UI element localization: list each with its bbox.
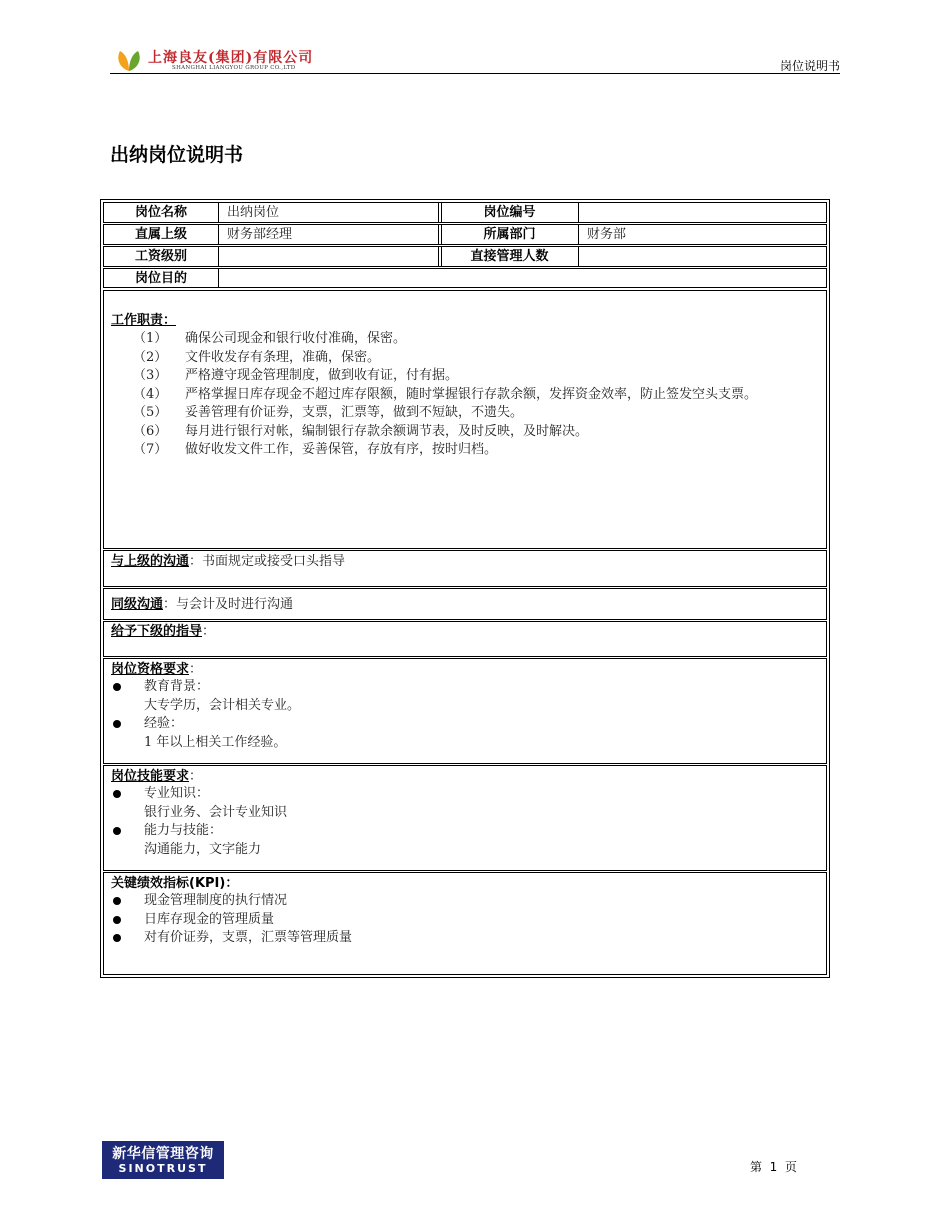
duty-item: [111, 349, 818, 368]
duty-number: （3）: [133, 368, 168, 383]
skills-heading: 岗位技能要求: [111, 769, 190, 784]
duty-text: 严格遵守现金管理制度，做到收有证，付有据。: [185, 368, 459, 383]
kpi-section: [103, 872, 827, 975]
doc-label: 岗位说明书: [779, 59, 840, 73]
comm-peer-heading: 同级沟通: [111, 597, 164, 612]
duty-text: 严格掌握日库存现金不超过库存限额，随时掌握银行存款余额，发挥资金效率，防止签发空头支票。: [185, 386, 758, 402]
duty-item: [111, 441, 818, 460]
duty-text: 做好收发文件工作，妥善保管，存放有序，按时归档。: [185, 442, 498, 457]
dept-value: 财务部: [587, 227, 627, 242]
info-row-4: [103, 268, 827, 288]
post-no-value: [578, 203, 826, 222]
comm-peer-text: 与会计及时进行沟通: [176, 597, 294, 612]
skill-detail: 银行业务、会计专业知识: [144, 804, 288, 820]
bullet-icon: [113, 683, 121, 691]
comm-superior-text: 书面规定或接受口头指导: [202, 554, 346, 569]
duties-list: [111, 330, 826, 460]
qualification-item: 教育背景：: [111, 678, 826, 697]
comm-superior-section: [103, 550, 827, 587]
kpi-item: 日库存现金的管理质量: [111, 911, 826, 930]
skill-detail: 沟通能力，文字能力: [144, 841, 262, 857]
duty-text: 每月进行银行对帐，编制银行存款余额调节表，及时反映，及时解决。: [185, 423, 589, 439]
qualifications-sep: ：: [189, 662, 203, 677]
post-no-label: 岗位编号: [483, 205, 536, 220]
superior-value: 财务部经理: [227, 227, 293, 242]
bullet-icon: [113, 934, 121, 942]
comm-peer-section: [103, 588, 827, 620]
qualification-detail: 1 年以上相关工作经验。: [144, 734, 287, 750]
salary-value: [218, 247, 438, 266]
duty-item: [111, 404, 818, 423]
superior-label: 直属上级: [134, 227, 187, 242]
info-row-3: [103, 246, 827, 267]
duty-text: 文件收发存有条理，准确，保密。: [185, 349, 381, 365]
header-divider: [110, 73, 840, 74]
duty-item: [111, 367, 818, 386]
duty-text: 妥善管理有价证券，支票，汇票等，做到不短缺，不遗失。: [185, 405, 524, 420]
duty-number: （6）: [133, 423, 168, 439]
skills-section: [103, 765, 827, 871]
footer-logo-en: SINOTRUST: [118, 1162, 208, 1175]
guidance-sep: ：: [202, 624, 216, 639]
comm-superior-heading: 与上级的沟通: [111, 554, 190, 569]
footer-logo-cn: 新华信管理咨询: [112, 1146, 214, 1162]
leaf-logo-icon: [115, 46, 143, 72]
post-name-value: 出纳岗位: [227, 205, 280, 220]
qualification-detail: 大专学历，会计相关专业。: [144, 697, 301, 713]
duty-item: [111, 330, 818, 349]
managed-value: [578, 247, 826, 266]
skills-sep: ：: [189, 769, 203, 784]
qualification-item: 经验：: [111, 715, 826, 734]
bullet-icon: [113, 827, 121, 835]
qualifications-section: [103, 658, 827, 764]
guidance-heading: 给予下级的指导: [111, 624, 203, 639]
comm-peer-sep: ：: [163, 597, 177, 612]
duty-text: 确保公司现金和银行收付准确，保密。: [185, 331, 407, 346]
bullet-icon: [113, 720, 121, 728]
page-header: [110, 44, 840, 74]
page-title: 出纳岗位说明书: [110, 144, 244, 166]
company-name-en: SHANGHAI LIANGYOU GROUP CO.,LTD: [172, 65, 296, 71]
bullet-icon: [113, 790, 121, 798]
duty-number: （7）: [133, 442, 168, 457]
purpose-value: [218, 269, 826, 287]
salary-label: 工资级别: [134, 249, 187, 264]
duty-item: [111, 423, 818, 442]
skill-item: 专业知识：: [111, 785, 826, 804]
job-description-form: [100, 199, 830, 978]
kpi-item: 现金管理制度的执行情况: [111, 892, 826, 911]
kpi-item: 对有价证券，支票，汇票等管理质量: [111, 929, 826, 948]
sinotrust-logo: [102, 1141, 224, 1179]
info-row-2: [103, 224, 827, 245]
comm-superior-sep: ：: [189, 554, 203, 569]
duty-number: （5）: [133, 405, 168, 420]
duty-number: （1）: [133, 331, 168, 346]
page-number: 第 1 页: [750, 1160, 797, 1174]
duty-number: （2）: [133, 349, 168, 365]
bullet-icon: [113, 916, 121, 924]
dept-label: 所属部门: [483, 227, 536, 242]
skill-item: 能力与技能：: [111, 822, 826, 841]
company-name-cn: 上海良友(集团)有限公司: [148, 50, 314, 66]
bullet-icon: [113, 897, 121, 905]
duty-item: [111, 386, 818, 405]
duty-number: （4）: [133, 386, 168, 402]
kpi-heading: 关键绩效指标(KPI)：: [111, 876, 239, 891]
info-row-1: [103, 202, 827, 223]
post-name-label: 岗位名称: [134, 205, 187, 220]
purpose-label: 岗位目的: [134, 271, 187, 286]
guidance-section: [103, 621, 827, 657]
managed-label: 直接管理人数: [470, 249, 549, 264]
duties-section: [103, 290, 827, 549]
qualifications-heading: 岗位资格要求: [111, 662, 190, 677]
duties-heading: 工作职责：: [111, 313, 177, 328]
